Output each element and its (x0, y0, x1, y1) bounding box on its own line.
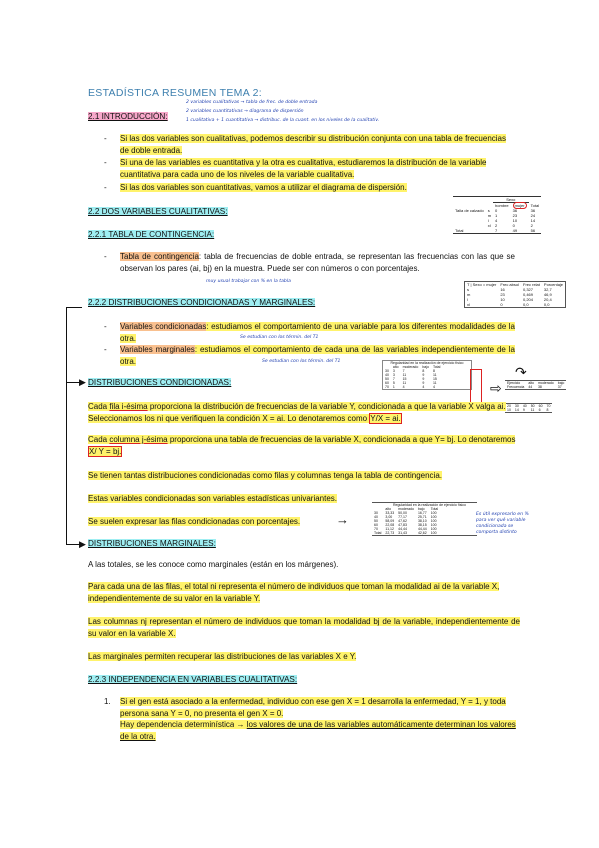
list-number: 1. (104, 697, 111, 706)
marginal-p3: Las columnas nj representan el número de individuos que toman la modalidad bj de la variable, independientemente de su valor en la variable X. (88, 617, 520, 638)
exercise-table: Regularidad en la realización de ejercicio físico alto moderado bajo Total 30 3 7 8 8 40 3 11 9 11 50 7 15 9 15 60 5 11 9 11 70 1 4 4 4 (382, 360, 472, 390)
arrow-head-icon: ▶ (79, 539, 86, 549)
handwritten-note-6: Se estudian con los términ. del T1 (262, 359, 341, 364)
conditioned-variables: Variables condicionadas: estudiamos el comportamiento de una variable para los diferentes modalidades de la otra. (120, 322, 515, 343)
heading-marginal: DISTRIBUCIONES MARGINALES: (88, 539, 216, 548)
conditional-p4: Estas variables condicionadas son variables estadísticas univariantes. (88, 494, 338, 503)
conditional-p2: Cada columna j-ésima proporciona una tabla de frecuencias de la variable X, condicionada a que Y= bj. Lo denotaremos X/ Y = bj. (88, 435, 516, 456)
independence-p2: Hay dependencia determinística → los valores de una de las variables automáticamente determinan los valores de la otra. (120, 720, 516, 741)
handwritten-note-4: muy usual trabajar con % en la tabla (206, 279, 291, 284)
conditional-table: T | Sexo = mujer Frec absol Frec relat Porcentaje s 16 0,327 32,7 m 23 0,469 46,9 l 10 0,204 20,4 xl 0 0,0 0,0 (464, 281, 566, 308)
handwritten-note-5: Se estudian con los términ. del T1 (240, 335, 319, 340)
frequency-table-2: 20 30 40 50 60 70 10 14 9 11 6 8 (507, 404, 551, 412)
heading-2-2: 2.2 DOS VARIABLES CUALITATIVAS: (88, 207, 228, 216)
bracket-top (66, 307, 82, 308)
bullet-3: Si las dos variables son cuantitativas, vamos a utilizar el diagrama de dispersión. (120, 183, 407, 192)
heading-2-2-2: 2.2.2 DISTRIBUCIONES CONDICIONADAS Y MARGINALES: (88, 298, 316, 307)
conditional-p1: Cada fila i-ésima proporciona la distribución de frecuencias de la variable Y, condicionada a que la variable X valga ai. Seleccionamos los ni que verifiquen la condición X = ai. Lo denotaremos como Y/X = ai. (88, 402, 506, 423)
page-title: ESTADÍSTICA RESUMEN TEMA 2: (88, 87, 262, 99)
frequency-table: Ejercicio alto moderado bajo Frecuencia 44 38 37 (507, 381, 565, 389)
marginal-variables: Variables marginales: estudiamos el comportamiento de cada una de las variables independientemente de la otra. (120, 345, 515, 366)
arrow-head-icon: ▶ (79, 377, 86, 387)
percent-table: Regularidad en la realización de ejercicio físico alto moderado bajo Total 30 33,33 50,00 16,77 100 40 3,00 77,17 25,71 100 50 58,09 47,62 38,10 100 60 22,08 47,83 38,15 100 70 11,12 44,44 44,44 100 Total 22,73 31,43 42,62 100 (372, 502, 477, 536)
heading-2-2-3: 2.2.3 INDEPENDENCIA EN VARIABLES CUALITATIVAS: (88, 675, 298, 684)
curved-arrow-icon: ↷ (515, 364, 527, 380)
conditional-p5: Se suelen expresar las filas condicionadas con porcentajes. (88, 517, 301, 526)
independence-p1: Si el gen está asociado a la enfermedad, individuo con ese gen X = 1 desarrolla la enfermedad, Y = 1, y toda persona sana Y = 0, no presenta el gen X = 0. (120, 697, 506, 718)
handwritten-note-3: 1 cualitativa + 1 cuantitativa → distribuc. de la cuant. en los niveles de la cualitativ. (186, 118, 380, 123)
handwritten-note-1: 2 variables cualitativas → tabla de frec. de doble entrada (186, 100, 318, 105)
contingency-definition: Tabla de contingencia: tabla de frecuencias de doble entrada, se representan las frecuencias con las que se observan los pares (ai, bj) en la muestra. Puede ser con números o con porcentajes. (120, 252, 516, 273)
bracket-arrow-1 (66, 382, 80, 383)
heading-2-1: 2.1 INTRODUCCIÓN: (88, 112, 168, 121)
bullet-2: Si una de las variables es cuantitativa y la otra es cualitativa, estudiaremos la distribución de la variable cuantitativa para cada uno de los niveles de la variable cualitativa. (120, 158, 487, 179)
heading-2-2-1: 2.2.1 TABLA DE CONTINGENCIA: (88, 230, 215, 239)
conditional-p3: Se tienen tantas distribuciones condicionadas como filas y columnas tenga la tabla de contingencia. (88, 471, 442, 480)
arrow-icon: ⇨ (490, 380, 502, 396)
contingency-table: Sexo hombre mujer Total Talla de calzado s 0 36 36 m 1 23 24 l 4 10 14 xl 2 0 2 Total 7 49 56 (455, 197, 540, 233)
bullet-1: Si las dos variables son cualitativas, podemos describir su distribución conjunta con una tabla de frecuencias de doble entrada. (120, 134, 506, 155)
marginal-p2: Para cada una de las filas, el total ni representa el número de individuos que toman la modalidad ai de la variable X, independientemente de su valor en la variable Y. (88, 582, 500, 603)
marginal-p4: Las marginales permiten recuperar las distribuciones de las variables X e Y. (88, 652, 357, 661)
arrow-icon: → (336, 512, 349, 527)
bracket-line (66, 307, 67, 544)
highlight-box (470, 369, 482, 405)
handwritten-note-7: Es útil expresarlo en % para ver qué variable condicionada se comporta distinto (476, 512, 529, 535)
handwritten-note-2: 2 variables cuantitativas → diagrama de dispersión (186, 109, 304, 114)
marginal-p1: A las totales, se les conoce como marginales (están en los márgenes). (88, 560, 339, 569)
bracket-arrow-2 (66, 544, 80, 545)
heading-conditional: DISTRIBUCIONES CONDICIONADAS: (88, 378, 232, 387)
